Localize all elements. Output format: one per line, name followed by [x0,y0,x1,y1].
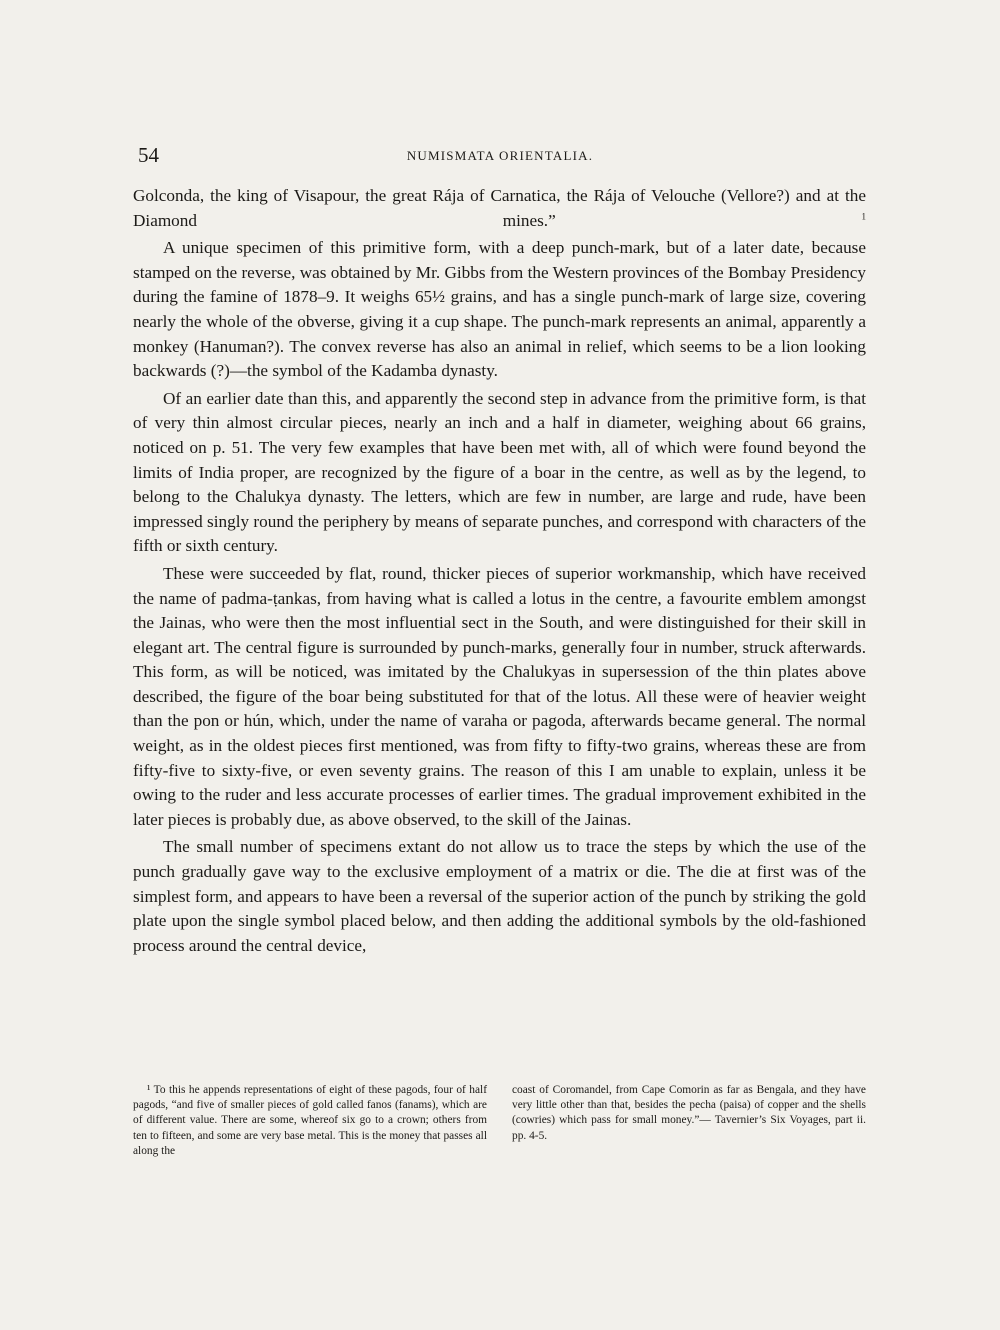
main-text [133,184,866,958]
paragraph-3: Of an earlier date than this, and apparently the second step in advance from the primitive form, is that of very thin almost circular pieces, nearly an inch and a half in diameter, weighing about 66 grains, noticed on p. 51. The very few examples that have been met with, all of which were found beyond the limits of India proper, are recognized by the figure of a boar in the centre, as well as by the legend, to belong to the Chalukya dynasty. The letters, which are few in number, are large and rude, have been impressed singly round the periphery by means of separate punches, and correspond with characters of the fifth or sixth century. [133,388,866,556]
footnotes [133,1083,866,1159]
paragraph-5: The small number of specimens extant do not allow us to trace the steps by which the use of the punch gradually gave way to the exclusive employment of a matrix or die. The die at first was of the simplest form, and appears to have been a reversal of the superior action of the punch by striking the gold plate upon the single symbol placed below, and then adding the additional symbols by the old-fashioned process around the central device, [133,837,866,955]
paragraph-4: These were succeeded by flat, round, thicker pieces of superior workmanship, which have received the name of padma-ṭankas, from having what is called a lotus in the centre, a favourite emblem amongst the Jainas, who were then the most influential sect in the South, and were distinguished for their skill in elegant art. The central figure is surrounded by punch-marks, generally four in number, struck afterwards. This form, as will be noticed, was imitated by the Chalukyas in supersession of the thin plates above described, the figure of the boar being substituted for that of the lotus. All these were of heavier weight than the pon or hún, which, under the name of varaha or pagoda, afterwards became general. The normal weight, as in the oldest pieces first mentioned, was from fifty to fifty-two grains, whereas these are from fifty-five to sixty-five, or even seventy grains. The reason of this I am unable to explain, unless it be owing to the ruder and less accurate processes of earlier times. The gradual improvement exhibited in the later pieces is probably due, as above observed, to the skill of the Jainas. [133,563,866,829]
running-title: NUMISMATA ORIENTALIA. [406,148,594,163]
paragraph-2: A unique specimen of this primitive form, with a deep punch-mark, but of a later date, because stamped on the reverse, was obtained by Mr. Gibbs from the Western provinces of the Bombay Presidency during the famine of 1878–9. It weighs 65½ grains, and has a single punch-mark of large size, covering nearly the whole of the obverse, giving it a cup shape. The punch-mark represents an animal, apparently a monkey (Hanuman?). The convex reverse has also an animal in relief, which seems to be a lion looking backwards (?)—the symbol of the Kadamba dynasty. [133,238,866,381]
footnote-column-1: ¹ To this he appends representations of eight of these pagods, four of half pagods, “and five of smaller pieces of gold called fanos (fanams), which are of different value. There are some, whereof six go to a crown; others from ten to fifteen, and some are very base metal. This is the money that passes all along the [133,1084,487,1157]
page-number: 54 [138,143,159,167]
paragraph-1 [133,184,866,233]
footnote-column-2: coast of Coromandel, from Cape Comorin as far as Bengala, and they have very little other than that, besides the pecha (paisa) of copper and the shells (cowries) which pass for small money.”— Tavernier’s Six Voyages, part ii. pp. 4-5. [512,1084,866,1142]
paragraph-1-text: Golconda, the king of Visapour, the great Rája of Carnatica, the Rája of Velouche (Vellore?) and at the Diamond mines.” [133,186,866,230]
footnote-ref: 1 [861,210,867,221]
